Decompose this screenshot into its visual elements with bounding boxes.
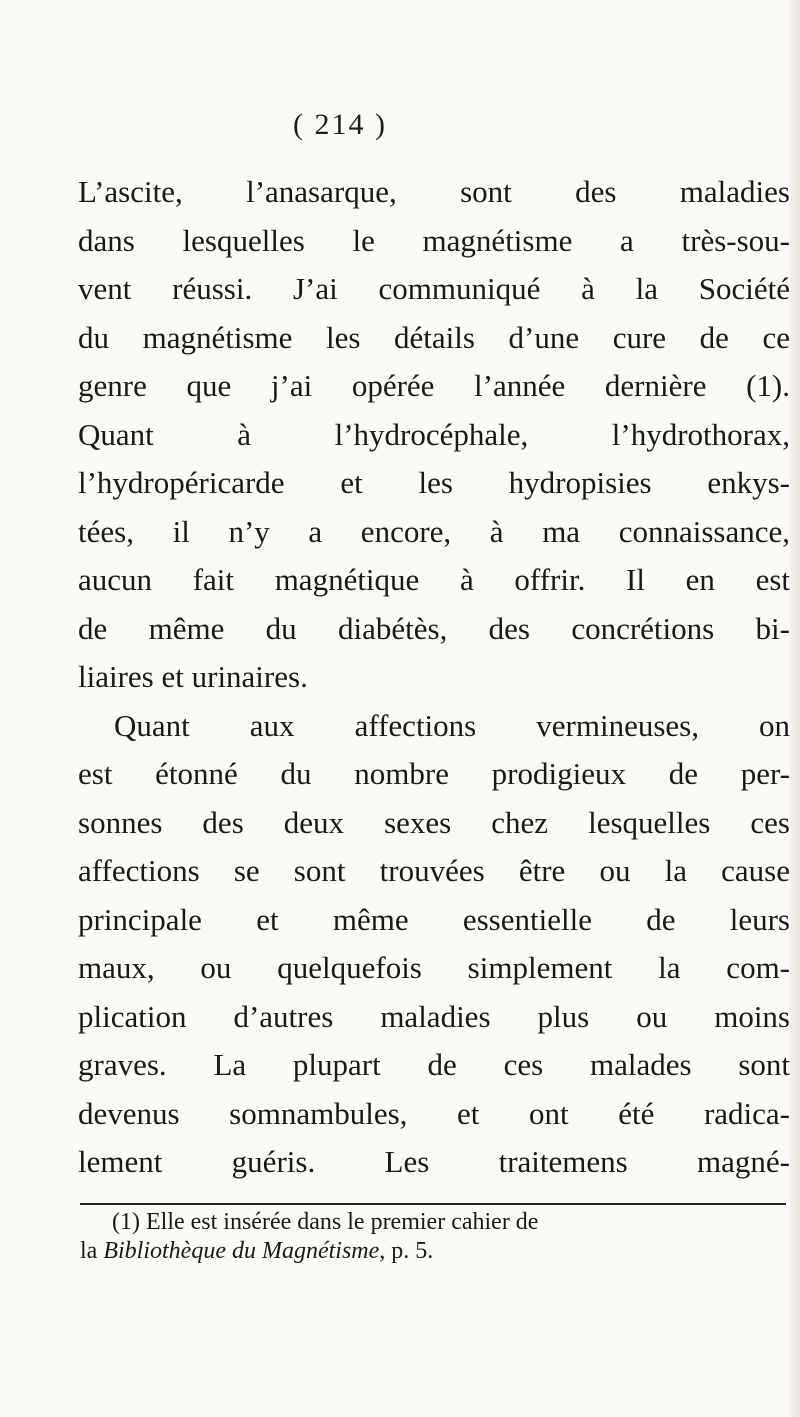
footnote-book-title: Bibliothèque du Magnétisme <box>103 1238 380 1264</box>
text-line: lement guéris. Les traitemens magné- <box>78 1144 790 1179</box>
text-line: L’ascite, l’anasarque, sont des maladies <box>78 174 790 209</box>
footnote <box>80 1208 792 1266</box>
footnote-suffix: , p. 5. <box>379 1238 434 1264</box>
text-line: Quant à l’hydrocéphale, l’hydrothorax, <box>78 416 790 452</box>
text-line: sonnes des deux sexes chez lesquelles ces <box>78 804 790 840</box>
text-line: du magnétisme les détails d’une cure de ce <box>78 319 790 355</box>
text-line: de même du diabétès, des concrétions bi- <box>78 610 790 646</box>
text-line: devenus somnambules, et ont été radica- <box>78 1095 790 1131</box>
text-line: est étonné du nombre prodigieux de per- <box>78 756 790 791</box>
text-line: plication d’autres maladies plus ou moins <box>78 998 790 1034</box>
text-line: aucun fait magnétique à offrir. Il en est <box>78 562 790 597</box>
page-edge-shadow <box>790 0 800 1417</box>
text-line: genre que j’ai opérée l’année dernière (1). <box>78 368 790 403</box>
text-line: liaires et urinaires. <box>78 659 308 694</box>
text-line: l’hydropéricarde et les hydropisies enkys- <box>78 465 790 500</box>
text-line: affections se sont trouvées être ou la cause <box>78 853 790 888</box>
text-line: maux, ou quelquefois simplement la com- <box>78 950 790 985</box>
footnote-line-1: (1) Elle est insérée dans le premier cahier de <box>112 1209 539 1235</box>
footnote-prefix: la <box>80 1238 104 1264</box>
text-line: principale et même essentielle de leurs <box>78 901 790 937</box>
text-line: dans lesquelles le magnétisme a très-sou- <box>78 222 790 258</box>
text-line: tées, il n’y a encore, à ma connaissance, <box>78 513 790 549</box>
footnote-line-2 <box>80 1237 792 1266</box>
page-number: ( 214 ) <box>293 108 387 141</box>
text-line: graves. La plupart de ces malades sont <box>78 1047 790 1082</box>
footnote-divider <box>80 1203 786 1205</box>
text-line: Quant aux affections vermineuses, on <box>114 707 790 743</box>
body-text <box>78 168 790 1187</box>
text-line: vent réussi. J’ai communiqué à la Société <box>78 271 790 306</box>
